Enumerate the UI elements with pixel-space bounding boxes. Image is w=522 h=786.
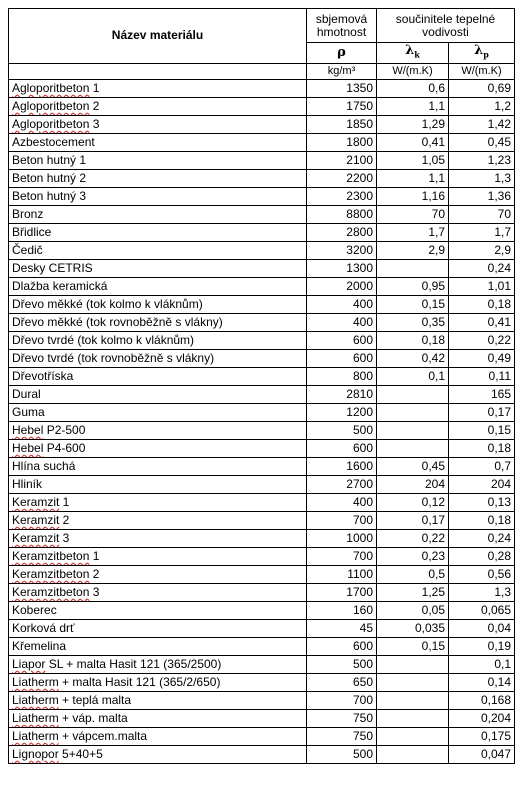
table-row <box>9 439 515 457</box>
density-cell: 650 <box>307 673 377 691</box>
lambda-k-cell <box>377 727 449 745</box>
lambda-p-cell: 1,2 <box>449 97 515 115</box>
density-cell: 2300 <box>307 187 377 205</box>
lambda-p-cell: 204 <box>449 475 515 493</box>
table-row <box>9 619 515 637</box>
lambda-p-cell: 0,41 <box>449 313 515 331</box>
density-cell: 1350 <box>307 79 377 97</box>
lambda-k-cell: 0,15 <box>377 295 449 313</box>
material-name-cell: Keramzit 2 <box>9 511 307 529</box>
lambda-p-cell: 1,42 <box>449 115 515 133</box>
table-row <box>9 277 515 295</box>
header-material-name: Název materiálu <box>9 9 307 64</box>
lambda-p-cell: 1,3 <box>449 583 515 601</box>
lambda-k-cell: 1,1 <box>377 169 449 187</box>
header-unit-density: kg/m³ <box>307 63 377 79</box>
table-row <box>9 97 515 115</box>
table-row <box>9 727 515 745</box>
header-conductivity: součinitele tepelné vodivosti <box>377 9 515 43</box>
density-cell: 2700 <box>307 475 377 493</box>
table-row <box>9 367 515 385</box>
table-row <box>9 133 515 151</box>
lambda-k-cell <box>377 439 449 457</box>
lambda-p-cell: 0,56 <box>449 565 515 583</box>
material-name-cell: Křemelina <box>9 637 307 655</box>
lambda-k-cell: 0,05 <box>377 601 449 619</box>
lambda-k-cell: 1,1 <box>377 97 449 115</box>
table-row <box>9 475 515 493</box>
table-row <box>9 205 515 223</box>
lambda-p-cell: 0,065 <box>449 601 515 619</box>
materials-table <box>8 8 515 764</box>
lambda-k-cell: 204 <box>377 475 449 493</box>
material-name-cell: Keramzitbeton 1 <box>9 547 307 565</box>
lambda-k-cell: 0,95 <box>377 277 449 295</box>
density-cell: 600 <box>307 349 377 367</box>
material-name-cell: Korková drť <box>9 619 307 637</box>
lambda-k-cell: 70 <box>377 205 449 223</box>
material-name-cell: Guma <box>9 403 307 421</box>
density-cell: 1600 <box>307 457 377 475</box>
lambda-k-cell <box>377 385 449 403</box>
lambda-k-cell: 0,35 <box>377 313 449 331</box>
material-name-cell: Liatherm + váp. malta <box>9 709 307 727</box>
density-cell: 2800 <box>307 223 377 241</box>
density-cell: 1300 <box>307 259 377 277</box>
lambda-k-cell: 0,6 <box>377 79 449 97</box>
table-row <box>9 673 515 691</box>
lambda-p-cell: 0,24 <box>449 259 515 277</box>
material-name-cell: Lignopor 5+40+5 <box>9 745 307 763</box>
lambda-k-cell: 0,5 <box>377 565 449 583</box>
header-unit-lambda-p: W/(m.K) <box>449 63 515 79</box>
table-body <box>9 79 515 763</box>
density-cell: 800 <box>307 367 377 385</box>
lambda-p-cell: 0,13 <box>449 493 515 511</box>
table-row <box>9 385 515 403</box>
table-row <box>9 493 515 511</box>
table-row <box>9 349 515 367</box>
material-name-cell: Desky CETRIS <box>9 259 307 277</box>
lambda-p-cell: 0,175 <box>449 727 515 745</box>
material-name-cell: Bronz <box>9 205 307 223</box>
table-row <box>9 79 515 97</box>
material-name-cell: Agloporitbeton 1 <box>9 79 307 97</box>
material-name-cell: Hlína suchá <box>9 457 307 475</box>
density-cell: 700 <box>307 691 377 709</box>
lambda-p-cell: 0,24 <box>449 529 515 547</box>
lambda-k-cell: 0,22 <box>377 529 449 547</box>
lambda-p-cell: 0,17 <box>449 403 515 421</box>
material-name-cell: Hebel P4-600 <box>9 439 307 457</box>
header-blank-cell <box>9 63 307 79</box>
table-row <box>9 331 515 349</box>
lambda-p-cell: 0,49 <box>449 349 515 367</box>
density-cell: 1200 <box>307 403 377 421</box>
lambda-p-cell: 0,04 <box>449 619 515 637</box>
lambda-p-cell: 165 <box>449 385 515 403</box>
lambda-k-cell <box>377 745 449 763</box>
lambda-k-cell: 1,29 <box>377 115 449 133</box>
lambda-p-cell: 0,14 <box>449 673 515 691</box>
material-name-cell: Liatherm + vápcem.malta <box>9 727 307 745</box>
density-cell: 2100 <box>307 151 377 169</box>
material-name-cell: Dřevo tvrdé (tok rovnoběžně s vlákny) <box>9 349 307 367</box>
table-row <box>9 169 515 187</box>
density-cell: 1700 <box>307 583 377 601</box>
lambda-k-cell: 1,05 <box>377 151 449 169</box>
lambda-p-cell: 0,11 <box>449 367 515 385</box>
table-row <box>9 601 515 619</box>
table-row <box>9 529 515 547</box>
material-name-cell: Čedič <box>9 241 307 259</box>
lambda-p-cell: 70 <box>449 205 515 223</box>
lambda-p-cell: 1,01 <box>449 277 515 295</box>
table-row <box>9 421 515 439</box>
material-name-cell: Dřevo měkké (tok kolmo k vláknům) <box>9 295 307 313</box>
density-cell: 500 <box>307 745 377 763</box>
lambda-p-cell: 0,168 <box>449 691 515 709</box>
density-cell: 750 <box>307 709 377 727</box>
density-cell: 1000 <box>307 529 377 547</box>
density-cell: 600 <box>307 439 377 457</box>
material-name-cell: Keramzit 1 <box>9 493 307 511</box>
material-name-cell: Hliník <box>9 475 307 493</box>
density-cell: 700 <box>307 511 377 529</box>
lambda-p-cell: 0,69 <box>449 79 515 97</box>
material-name-cell: Břidlice <box>9 223 307 241</box>
header-lambda-p: $\lambda_p$ <box>449 43 515 64</box>
density-cell: 2000 <box>307 277 377 295</box>
density-cell: 400 <box>307 313 377 331</box>
lambda-k-cell <box>377 655 449 673</box>
lambda-k-cell: 0,42 <box>377 349 449 367</box>
lambda-p-cell: 0,28 <box>449 547 515 565</box>
lambda-p-cell: 1,36 <box>449 187 515 205</box>
density-cell: 600 <box>307 637 377 655</box>
table-row <box>9 115 515 133</box>
material-name-cell: Dural <box>9 385 307 403</box>
lambda-p-cell: 2,9 <box>449 241 515 259</box>
lambda-p-cell: 0,047 <box>449 745 515 763</box>
lambda-p-cell: 0,1 <box>449 655 515 673</box>
density-cell: 2810 <box>307 385 377 403</box>
table-row <box>9 151 515 169</box>
material-name-cell: Dřevo měkké (tok rovnoběžně s vlákny) <box>9 313 307 331</box>
density-cell: 8800 <box>307 205 377 223</box>
material-name-cell: Keramzitbeton 3 <box>9 583 307 601</box>
table-row <box>9 223 515 241</box>
lambda-p-cell: 0,22 <box>449 331 515 349</box>
header-rho-symbol: ρ <box>307 43 377 64</box>
table-row <box>9 403 515 421</box>
lambda-p-cell: 0,7 <box>449 457 515 475</box>
material-name-cell: Beton hutný 1 <box>9 151 307 169</box>
table-row <box>9 655 515 673</box>
material-name-cell: Dlažba keramická <box>9 277 307 295</box>
density-cell: 750 <box>307 727 377 745</box>
lambda-k-cell <box>377 403 449 421</box>
lambda-k-cell: 1,16 <box>377 187 449 205</box>
table-row <box>9 259 515 277</box>
table-row <box>9 637 515 655</box>
table-row <box>9 691 515 709</box>
lambda-p-cell: 0,15 <box>449 421 515 439</box>
density-cell: 1100 <box>307 565 377 583</box>
density-cell: 500 <box>307 421 377 439</box>
density-cell: 160 <box>307 601 377 619</box>
density-cell: 400 <box>307 493 377 511</box>
lambda-p-cell: 0,18 <box>449 439 515 457</box>
material-name-cell: Hebel P2-500 <box>9 421 307 439</box>
density-cell: 400 <box>307 295 377 313</box>
material-name-cell: Dřevo tvrdé (tok kolmo k vláknům) <box>9 331 307 349</box>
lambda-k-cell: 2,9 <box>377 241 449 259</box>
table-row <box>9 187 515 205</box>
table-row <box>9 241 515 259</box>
table-row <box>9 457 515 475</box>
density-cell: 500 <box>307 655 377 673</box>
material-name-cell: Agloporitbeton 2 <box>9 97 307 115</box>
lambda-p-cell: 1,3 <box>449 169 515 187</box>
density-cell: 700 <box>307 547 377 565</box>
table-row <box>9 565 515 583</box>
material-name-cell: Beton hutný 2 <box>9 169 307 187</box>
lambda-p-cell: 0,19 <box>449 637 515 655</box>
lambda-k-cell: 0,035 <box>377 619 449 637</box>
table-row <box>9 547 515 565</box>
material-name-cell: Beton hutný 3 <box>9 187 307 205</box>
material-name-cell: Liatherm + teplá malta <box>9 691 307 709</box>
lambda-k-cell: 0,41 <box>377 133 449 151</box>
lambda-k-cell: 0,23 <box>377 547 449 565</box>
lambda-k-cell <box>377 421 449 439</box>
material-name-cell: Keramzit 3 <box>9 529 307 547</box>
density-cell: 1750 <box>307 97 377 115</box>
material-name-cell: Azbestocement <box>9 133 307 151</box>
table-row <box>9 511 515 529</box>
lambda-k-cell: 0,45 <box>377 457 449 475</box>
lambda-k-cell: 0,1 <box>377 367 449 385</box>
density-cell: 1850 <box>307 115 377 133</box>
density-cell: 2200 <box>307 169 377 187</box>
density-cell: 1800 <box>307 133 377 151</box>
table-row <box>9 583 515 601</box>
lambda-k-cell: 0,18 <box>377 331 449 349</box>
material-name-cell: Liapor SL + malta Hasit 121 (365/2500) <box>9 655 307 673</box>
lambda-p-cell: 1,7 <box>449 223 515 241</box>
lambda-k-cell: 1,7 <box>377 223 449 241</box>
lambda-p-cell: 0,204 <box>449 709 515 727</box>
material-name-cell: Liatherm + malta Hasit 121 (365/2/650) <box>9 673 307 691</box>
lambda-k-cell: 1,25 <box>377 583 449 601</box>
density-cell: 45 <box>307 619 377 637</box>
table-row <box>9 295 515 313</box>
material-name-cell: Dřevotříska <box>9 367 307 385</box>
density-cell: 3200 <box>307 241 377 259</box>
lambda-k-cell <box>377 259 449 277</box>
material-name-cell: Keramzitbeton 2 <box>9 565 307 583</box>
header-lambda-k: $\lambda_k$ <box>377 43 449 64</box>
lambda-p-cell: 0,45 <box>449 133 515 151</box>
lambda-k-cell: 0,12 <box>377 493 449 511</box>
lambda-k-cell <box>377 673 449 691</box>
material-name-cell: Agloporitbeton 3 <box>9 115 307 133</box>
table-row <box>9 709 515 727</box>
lambda-k-cell: 0,15 <box>377 637 449 655</box>
lambda-p-cell: 0,18 <box>449 295 515 313</box>
lambda-k-cell <box>377 709 449 727</box>
table-row <box>9 313 515 331</box>
header-unit-lambda-k: W/(m.K) <box>377 63 449 79</box>
material-name-cell: Koberec <box>9 601 307 619</box>
header-density: sbjemová hmotnost <box>307 9 377 43</box>
lambda-p-cell: 1,23 <box>449 151 515 169</box>
lambda-k-cell <box>377 691 449 709</box>
density-cell: 600 <box>307 331 377 349</box>
lambda-p-cell: 0,18 <box>449 511 515 529</box>
lambda-k-cell: 0,17 <box>377 511 449 529</box>
table-row <box>9 745 515 763</box>
